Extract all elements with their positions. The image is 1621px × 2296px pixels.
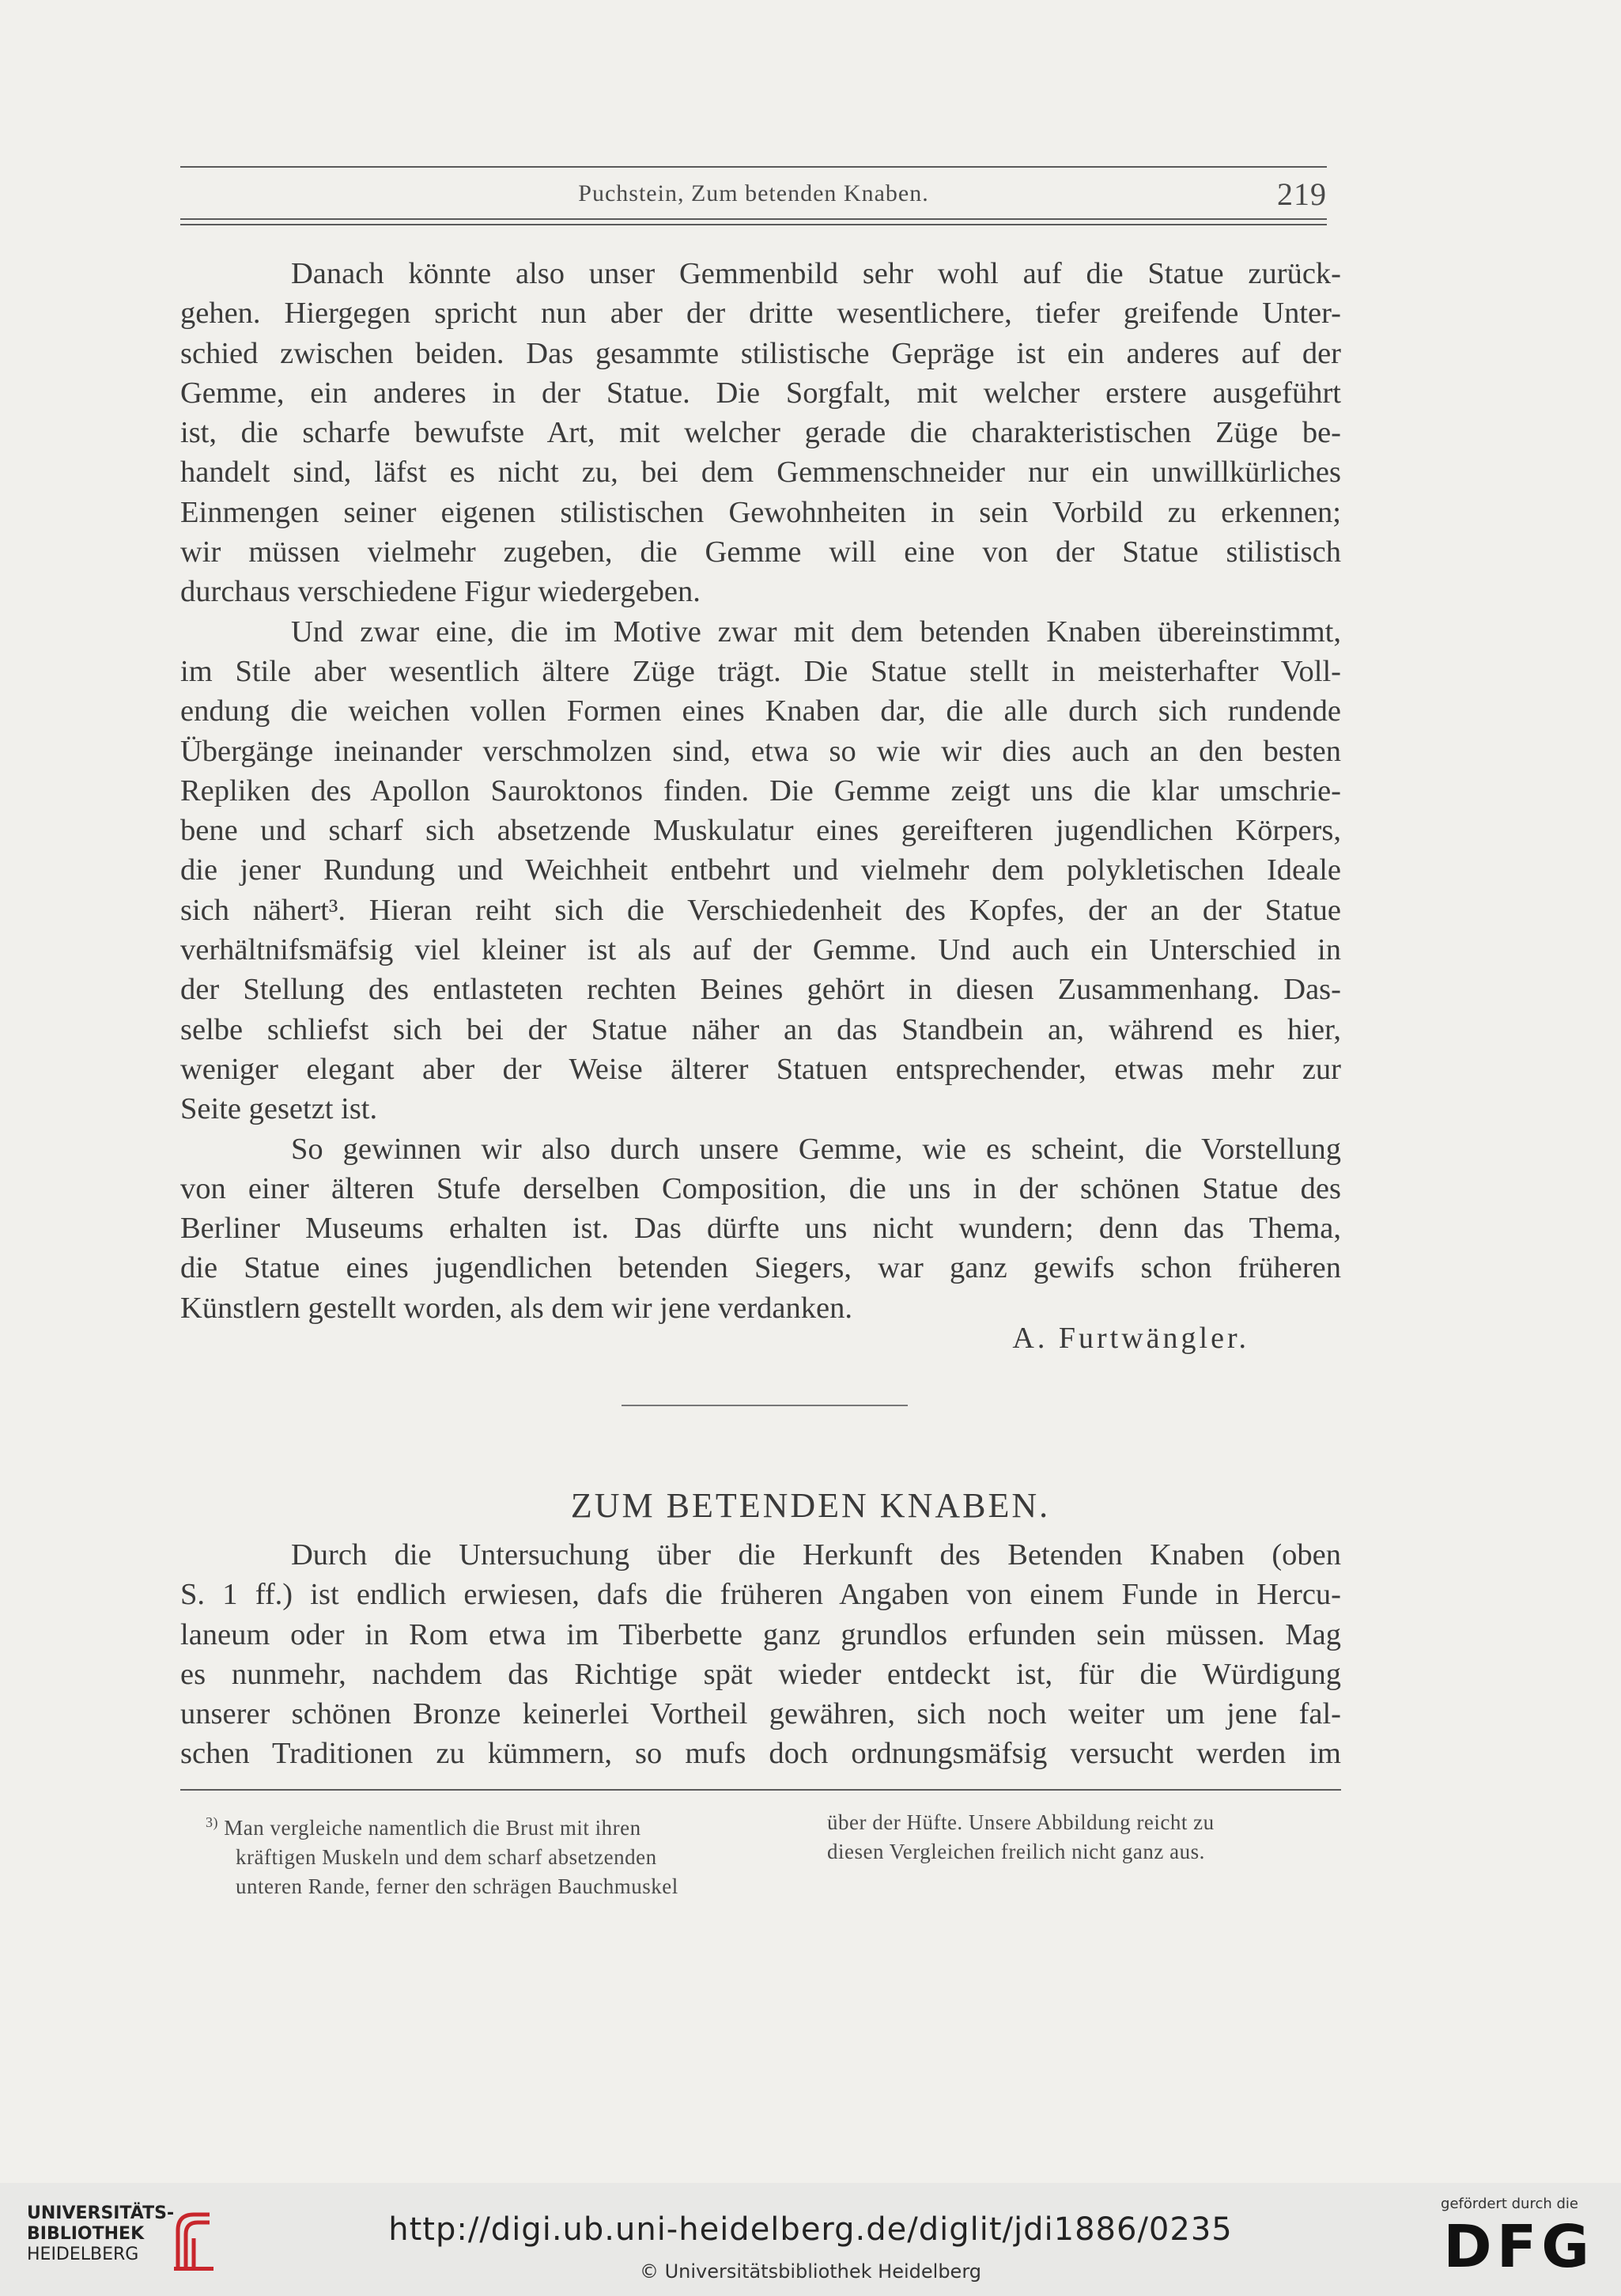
text-line: durchaus verschiedene Figur wiedergeben. (180, 575, 701, 609)
text-line: Und zwar eine, die im Motive zwar mit dem betenden Knaben übereinstimmt, (291, 615, 1341, 649)
footnote-line: kräftigen Muskeln und dem scharf absetzenden (236, 1845, 657, 1869)
text-line: sich nähert³. Hieran reiht sich die Verschiedenheit des Kopfes, der an der Statue (180, 893, 1341, 927)
funding-note: gefördert durch die (1441, 2196, 1578, 2212)
article-2-body (180, 1535, 1341, 1774)
section-divider (622, 1405, 908, 1406)
text-line: schied zwischen beiden. Das gesammte stilistische Gepräge ist ein anderes auf der (180, 336, 1341, 370)
permalink-url[interactable]: http://digi.ub.uni-heidelberg.de/diglit/jdi1886/0235 (388, 2211, 1233, 2248)
text-line: Danach könnte also unser Gemmenbild sehr wohl auf die Statue zurück- (291, 257, 1341, 290)
text-line: verhältnifsmäfsig viel kleiner ist als auf der Gemme. Und auch ein Unterschied in (180, 933, 1341, 967)
running-title: Puchstein, Zum betenden Knaben. (578, 180, 929, 206)
text-line: schen Traditionen zu kümmern, so mufs doch ordnungsmäfsig versucht werden im (180, 1737, 1341, 1771)
text-line: endung die weichen vollen Formen eines Knaben dar, die alle durch sich rundende (180, 694, 1341, 728)
article-1-body (180, 254, 1341, 1328)
library-name: UNIVERSITÄTS- BIBLIOTHEK HEIDELBERG (27, 2203, 175, 2264)
text-line: Künstlern gestellt worden, als dem wir jene verdanken. (180, 1291, 852, 1325)
text-line: laneum oder in Rom etwa im Tiberbette ganz grundlos erfunden sein müssen. Mag (180, 1617, 1341, 1651)
footnote-line: diesen Vergleichen freilich nicht ganz aus. (827, 1840, 1205, 1863)
text-line: S. 1 ff.) ist endlich erwiesen, dafs die früheren Angaben von einem Funde in Hercu- (180, 1578, 1341, 1612)
footnote-left-column (206, 1808, 678, 1901)
footnote-marker: 3) (206, 1814, 218, 1830)
footnote-line: unteren Rande, ferner den schrägen Bauchmuskel (236, 1874, 678, 1898)
header-rule-1 (180, 218, 1327, 220)
footnote-line: $^{3)}$ Man vergleiche namentlich die Brust mit ihren (206, 1814, 641, 1840)
header-rule-2 (180, 224, 1327, 225)
text-line: Seite gesetzt ist. (180, 1092, 378, 1126)
text-line: die Statue eines jugendlichen betenden Siegers, war ganz gewifs schon früheren (180, 1251, 1341, 1285)
article-2-title: ZUM BETENDEN KNABEN. (570, 1486, 1051, 1525)
text-line: unserer schönen Bronze keinerlei Vortheil gewähren, sich noch weiter um jene fal- (180, 1697, 1341, 1731)
footnote-right-column (827, 1808, 1215, 1867)
text-line: selbe schliefst sich bei der Statue näher an das Standbein an, während es hier, (180, 1012, 1341, 1046)
footnote-line: über der Hüfte. Unsere Abbildung reicht zu (827, 1810, 1215, 1834)
text-line: im Stile aber wesentlich ältere Züge trägt. Die Statue stellt in meisterhafter Voll- (180, 654, 1341, 688)
author-signature: A. Furtwängler. (1012, 1322, 1249, 1355)
text-line: gehen. Hiergegen spricht nun aber der dritte wesentlichere, tiefer greifende Unter- (180, 297, 1341, 331)
text-line: bene und scharf sich absetzende Muskulatur eines gereifteren jugendlichen Körpers, (180, 814, 1341, 848)
viewer-footer (0, 2183, 1621, 2296)
text-line: Repliken des Apollon Sauroktonos finden. Die Gemme zeigt uns die klar umschrie- (180, 774, 1341, 808)
text-line: Übergänge ineinander verschmolzen sind, etwa so wie wir dies auch an den besten (180, 734, 1341, 768)
text-line: weniger elegant aber der Weise älterer Statuen entsprechender, etwas mehr zur (180, 1052, 1341, 1086)
text-line: es nunmehr, nachdem das Richtige spät wieder entdeckt ist, für die Würdigung (180, 1657, 1341, 1691)
text-line: Berliner Museums erhalten ist. Das dürfte uns nicht wundern; denn das Thema, (180, 1212, 1341, 1246)
page-header (180, 176, 1327, 215)
page-number: 219 (1277, 176, 1327, 212)
header-top-rule (180, 166, 1327, 168)
text-line: handelt sind, läfst es nicht zu, bei dem Gemmenschneider nur ein unwillkürliches (180, 456, 1341, 490)
text-line: die jener Rundung und Weichheit entbehrt und vielmehr dem polykletischen Ideale (180, 853, 1341, 887)
text-line: Gemme, ein anderes in der Statue. Die Sorgfalt, mit welcher erstere ausgeführt (180, 376, 1341, 410)
text-line: So gewinnen wir also durch unsere Gemme, wie es scheint, die Vorstellung (291, 1132, 1341, 1166)
footnote-rule (180, 1789, 1341, 1791)
dfg-logo: DFG (1443, 2213, 1594, 2281)
text-line: von einer älteren Stufe derselben Composition, die uns in der schönen Statue des (180, 1171, 1341, 1205)
copyright-text: © Universitätsbibliothek Heidelberg (639, 2260, 981, 2283)
text-line: der Stellung des entlasteten rechten Beines gehört in diesen Zusammenhang. Das- (180, 973, 1341, 1007)
text-line: wir müssen vielmehr zugeben, die Gemme will eine von der Statue stilistisch (180, 535, 1341, 569)
text-line: ist, die scharfe bewufste Art, mit welcher gerade die charakteristischen Züge be- (180, 416, 1341, 450)
text-line: Einmengen seiner eigenen stilistischen Gewohnheiten in sein Vorbild zu erkennen; (180, 495, 1341, 529)
text-line: Durch die Untersuchung über die Herkunft des Betenden Knaben (oben (291, 1538, 1341, 1572)
